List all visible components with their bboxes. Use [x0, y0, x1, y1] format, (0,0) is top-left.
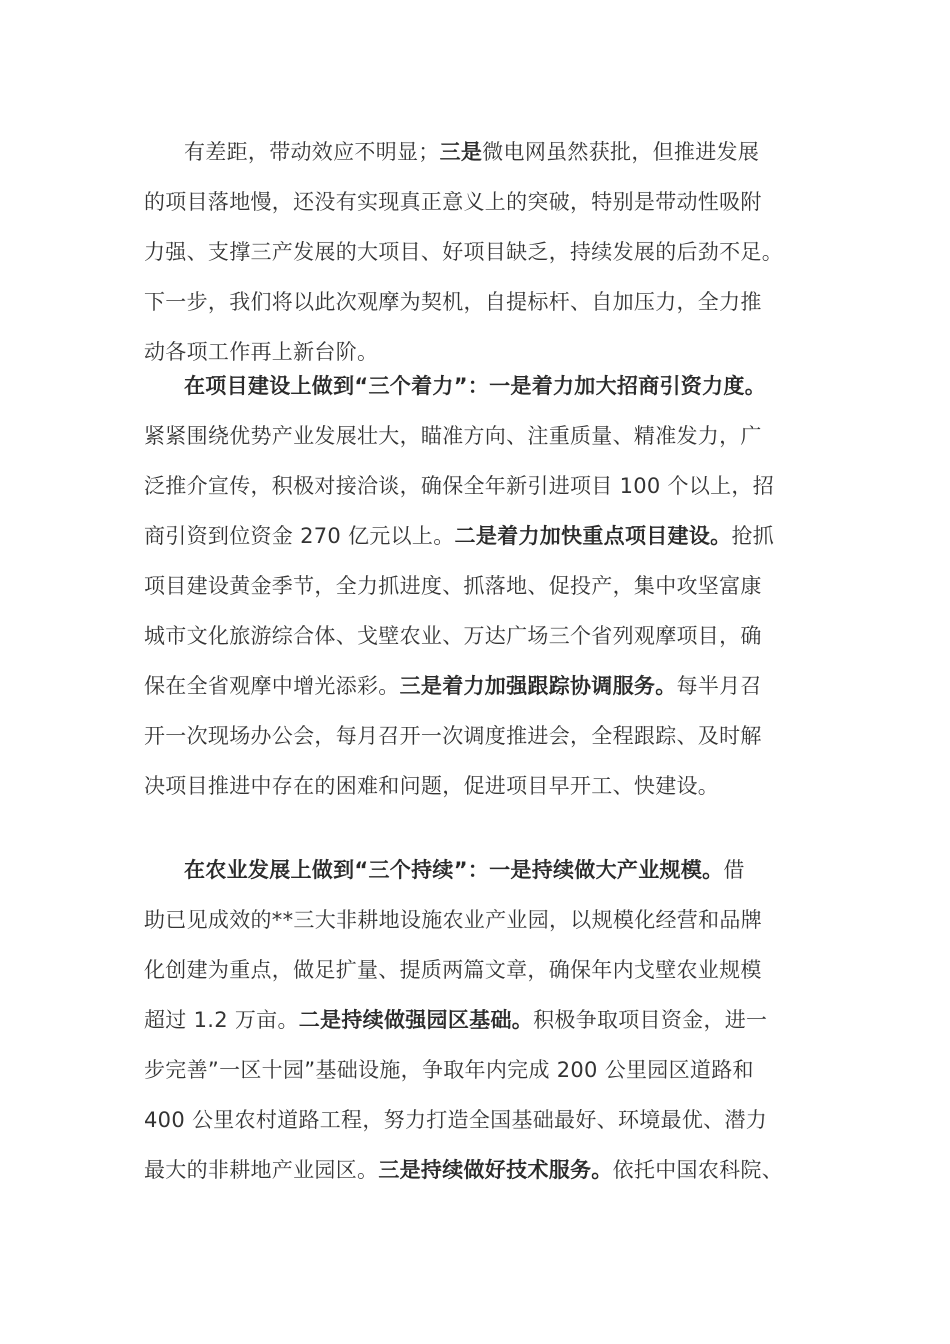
- text-line: [144, 1045, 824, 1095]
- text-line: [144, 845, 824, 895]
- text-run: 助已见成效的**三大非耕地设施农业产业园，以规模化经营和品牌: [144, 908, 762, 932]
- text-run: 有差距，带动效应不明显；: [184, 140, 440, 164]
- bold-text-run: 在项目建设上做到“三个着力”：一是着力加大招商引资力度。: [184, 374, 767, 398]
- text-run: 下一步，我们将以此次观摩为契机，自提标杆、自加压力，全力推: [144, 290, 762, 314]
- text-run: 最大的非耕地产业园区。: [144, 1158, 379, 1182]
- text-run: 保在全省观摩中增光添彩。: [144, 674, 400, 698]
- bold-text-run: 在农业发展上做到“三个持续”：一是持续做大产业规模。: [184, 858, 724, 882]
- text-run: 开一次现场办公会，每月召开一次调度推进会，全程跟踪、及时解: [144, 724, 762, 748]
- text-line: [144, 361, 824, 411]
- text-line: [144, 895, 824, 945]
- text-line: [144, 995, 824, 1045]
- text-run: 400 公里农村道路工程，努力打造全国基础最好、环境最优、潜力: [144, 1108, 768, 1132]
- bold-text-run: 二是持续做强园区基础。: [298, 1008, 534, 1032]
- paragraph-project-construction: [144, 361, 824, 811]
- text-line: [144, 611, 824, 661]
- text-run: 泛推介宣传，积极对接洽谈，确保全年新引进项目 100 个以上，招: [144, 474, 775, 498]
- text-line: [144, 411, 824, 461]
- text-run: 化创建为重点，做足扩量、提质两篇文章，确保年内戈壁农业规模: [144, 958, 762, 982]
- bold-text-run: 三是: [439, 140, 483, 164]
- paragraph-agriculture-development: [144, 845, 824, 1195]
- text-line: [144, 711, 824, 761]
- text-run: 的项目落地慢，还没有实现真正意义上的突破，特别是带动性吸附: [144, 190, 762, 214]
- text-run: 抢抓: [731, 524, 775, 548]
- text-run: 借: [723, 858, 745, 882]
- paragraph-problems-next-steps: [144, 127, 824, 377]
- text-line: [144, 511, 824, 561]
- bold-text-run: 三是持续做好技术服务。: [378, 1158, 613, 1182]
- text-line: [144, 661, 824, 711]
- text-run: 项目建设黄金季节，全力抓进度、抓落地、促投产，集中攻坚富康: [144, 574, 762, 598]
- text-run: 步完善”一区十园”基础设施，争取年内完成 200 公里园区道路和: [144, 1058, 754, 1082]
- text-line: [144, 761, 824, 811]
- text-run: 动各项工作再上新台阶。: [144, 340, 379, 364]
- text-line: [144, 945, 824, 995]
- text-line: [144, 227, 824, 277]
- text-run: 微电网虽然获批，但推进发展: [482, 140, 760, 164]
- text-line: [144, 277, 824, 327]
- bold-text-run: 二是着力加快重点项目建设。: [454, 524, 732, 548]
- text-line: [144, 127, 824, 177]
- text-line: [144, 561, 824, 611]
- text-run: 每半月召: [676, 674, 762, 698]
- text-line: [144, 461, 824, 511]
- text-line: [144, 177, 824, 227]
- text-run: 商引资到位资金 270 亿元以上。: [144, 524, 455, 548]
- bold-text-run: 三是着力加强跟踪协调服务。: [399, 674, 677, 698]
- text-run: 紧紧围绕优势产业发展壮大，瞄准方向、注重质量、精准发力，广: [144, 424, 762, 448]
- text-run: 超过 1.2 万亩。: [144, 1008, 299, 1032]
- text-run: 力强、支撑三产发展的大项目、好项目缺乏，持续发展的后劲不足。: [144, 240, 783, 264]
- text-run: 依托中国农科院、: [612, 1158, 784, 1182]
- text-run: 城市文化旅游综合体、戈壁农业、万达广场三个省列观摩项目，确: [144, 624, 762, 648]
- text-run: 决项目推进中存在的困难和问题，促进项目早开工、快建设。: [144, 774, 720, 798]
- text-line: [144, 1145, 824, 1195]
- text-line: [144, 1095, 824, 1145]
- text-run: 积极争取项目资金，进一: [533, 1008, 768, 1032]
